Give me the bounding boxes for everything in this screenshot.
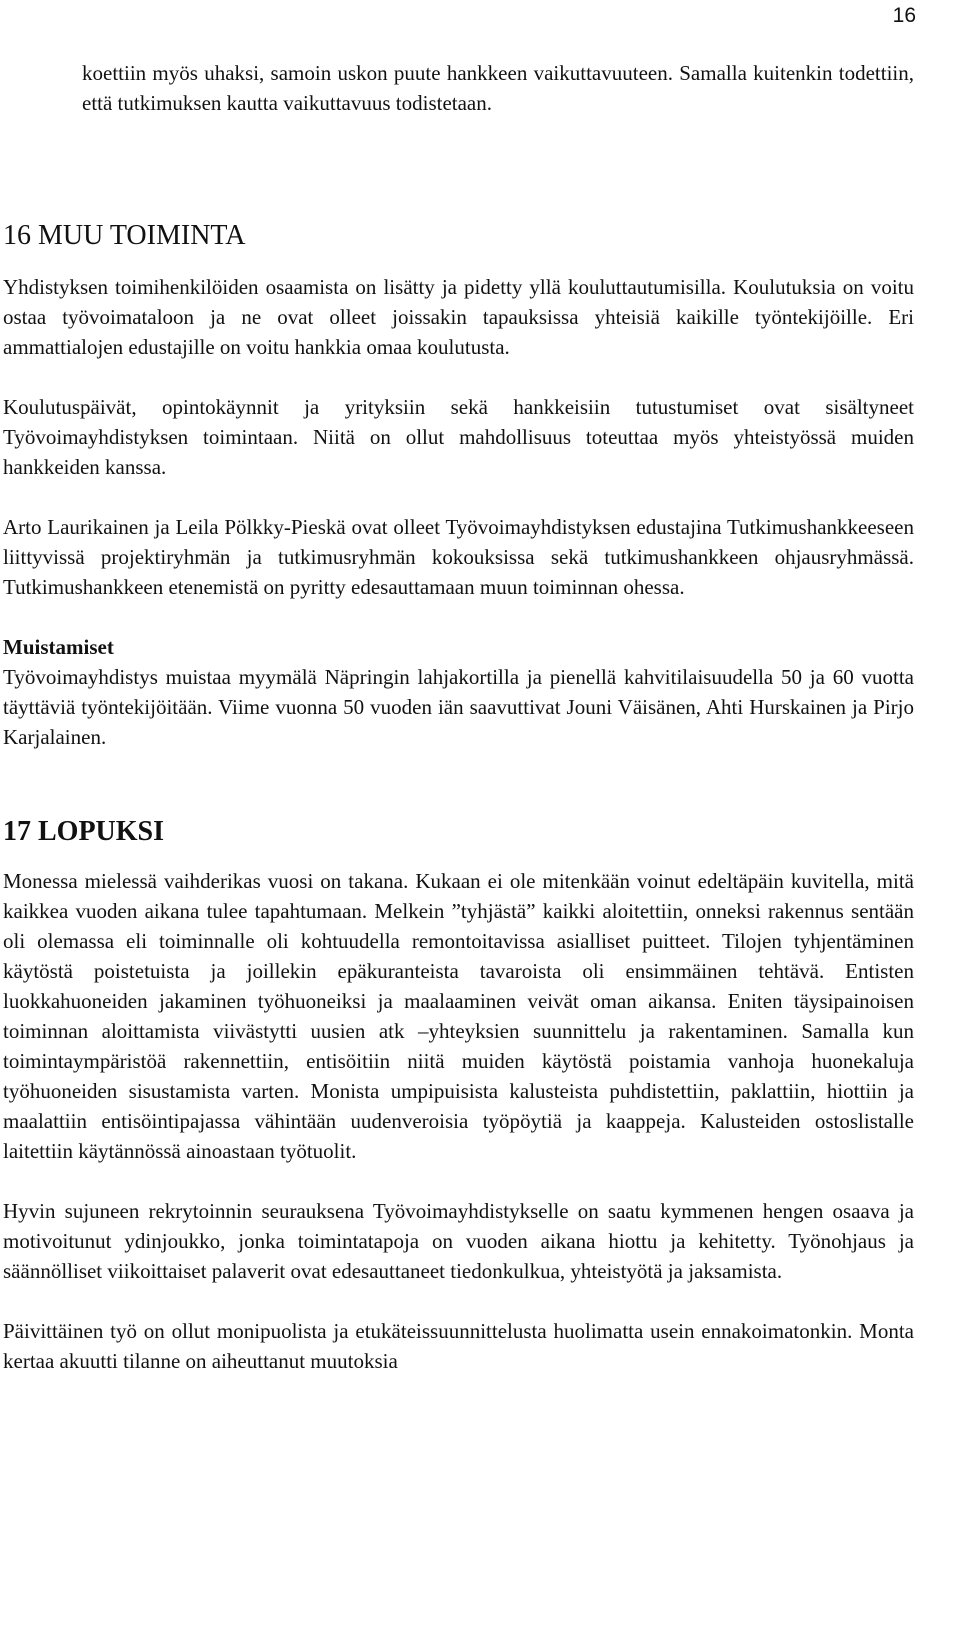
section17-paragraph-1: Monessa mielessä vaihderikas vuosi on takana. Kukaan ei ole mitenkään voinut edeltäpäin kuvitella, mitä kaikkea vuoden aikana tulee tapahtumaan. Melkein ”tyhjästä” kaikki aloitettiin, onneksi rakennus sentään oli olemassa eli toiminnalle oli kohtuudella remontoitavissa asialliset puitteet. Tilojen tyhjentäminen käytöstä poistetuista ja joillekin epäkuranteista tavaroista oli ensimmäinen tehtävä. Entisten luokkahuoneiden jakaminen työhuoneiksi ja maalaaminen veivät oman aikansa. Eniten täysipainoisen toiminnan aloittamista viivästytti uusien atk –yhteyksien suunnittelu ja rakentaminen. Samalla kun toimintaympäristöä rakennettiin, entisöitiin niitä muiden käytöstä poistamia vanhoja huonekaluja työhuoneiden sisustamista varten. Monista umpipuisista kalusteista puhdistettiin, paklattiin, hiottiin ja maalattiin entisöintipajassa vähintään uudenveroisia työpöytiä ja kaappeja. Kalusteiden ostoslistalle laitettiin käytännössä ainoastaan työtuolit. [3,869,914,1163]
intro-paragraph: koettiin myös uhaksi, samoin uskon puute hankkeen vaikuttavuuteen. Samalla kuitenkin todettiin, että tutkimuksen kautta vaikuttavuus todistetaan. [82,61,914,115]
subheading-muistamiset: Muistamiset [3,635,114,659]
page-content [0,58,960,1376]
memorial-paragraph: Työvoimayhdistys muistaa myymälä Näpringin lahjakortilla ja pienellä kahvitilaisuudella 50 ja 60 vuotta täyttäviä työntekijöitään. Viime vuonna 50 vuoden iän saavuttivat Jouni Väisänen, Ahti Hurskainen ja Pirjo Karjalainen. [3,665,914,749]
section16-paragraph-3: Arto Laurikainen ja Leila Pölkky-Pieskä ovat olleet Työvoimayhdistyksen edustajina Tutkimushankkeeseen liittyvissä projektiryhmän ja tutkimusryhmän kokouksissa sekä tutkimushankkeen ohjausryhmässä. Tutkimushankkeen etenemistä on pyritty edesauttamaan muun toiminnan ohessa. [3,515,914,599]
section-heading-16: 16 MUU TOIMINTA [3,220,246,251]
section17-paragraph-3: Päivittäinen työ on ollut monipuolista ja etukäteissuunnittelusta huolimatta usein ennakoimatonkin. Monta kertaa akuutti tilanne on aiheuttanut muutoksia [3,1319,914,1373]
section-heading-17: 17 LOPUKSI [3,816,165,847]
section16-paragraph-2: Koulutuspäivät, opintokäynnit ja yrityksiin sekä hankkeisiin tutustumiset ovat sisältyneet Työvoimayhdistyksen toimintaan. Niitä on ollut mahdollisuus toteuttaa myös yhteistyössä muiden hankkeiden kanssa. [3,395,914,479]
page-number: 16 [892,4,916,27]
section16-paragraph-1: Yhdistyksen toimihenkilöiden osaamista on lisätty ja pidetty yllä kouluttautumisilla. Koulutuksia on voitu ostaa työvoimataloon ja ne ovat olleet joissakin tapauksissa yhteisiä kaikille työntekijöille. Eri ammattialojen edustajille on voitu hankkia omaa koulutusta. [3,275,914,359]
section17-paragraph-2: Hyvin sujuneen rekrytoinnin seurauksena Työvoimayhdistykselle on saatu kymmenen hengen osaava ja motivoitunut ydinjoukko, jonka toimintatapoja on vuoden aikana hiottu ja kehitetty. Työnohjaus ja säännölliset viikoittaiset palaverit ovat edesauttaneet tiedonkulkua, yhteistyötä ja jaksamista. [3,1199,914,1283]
